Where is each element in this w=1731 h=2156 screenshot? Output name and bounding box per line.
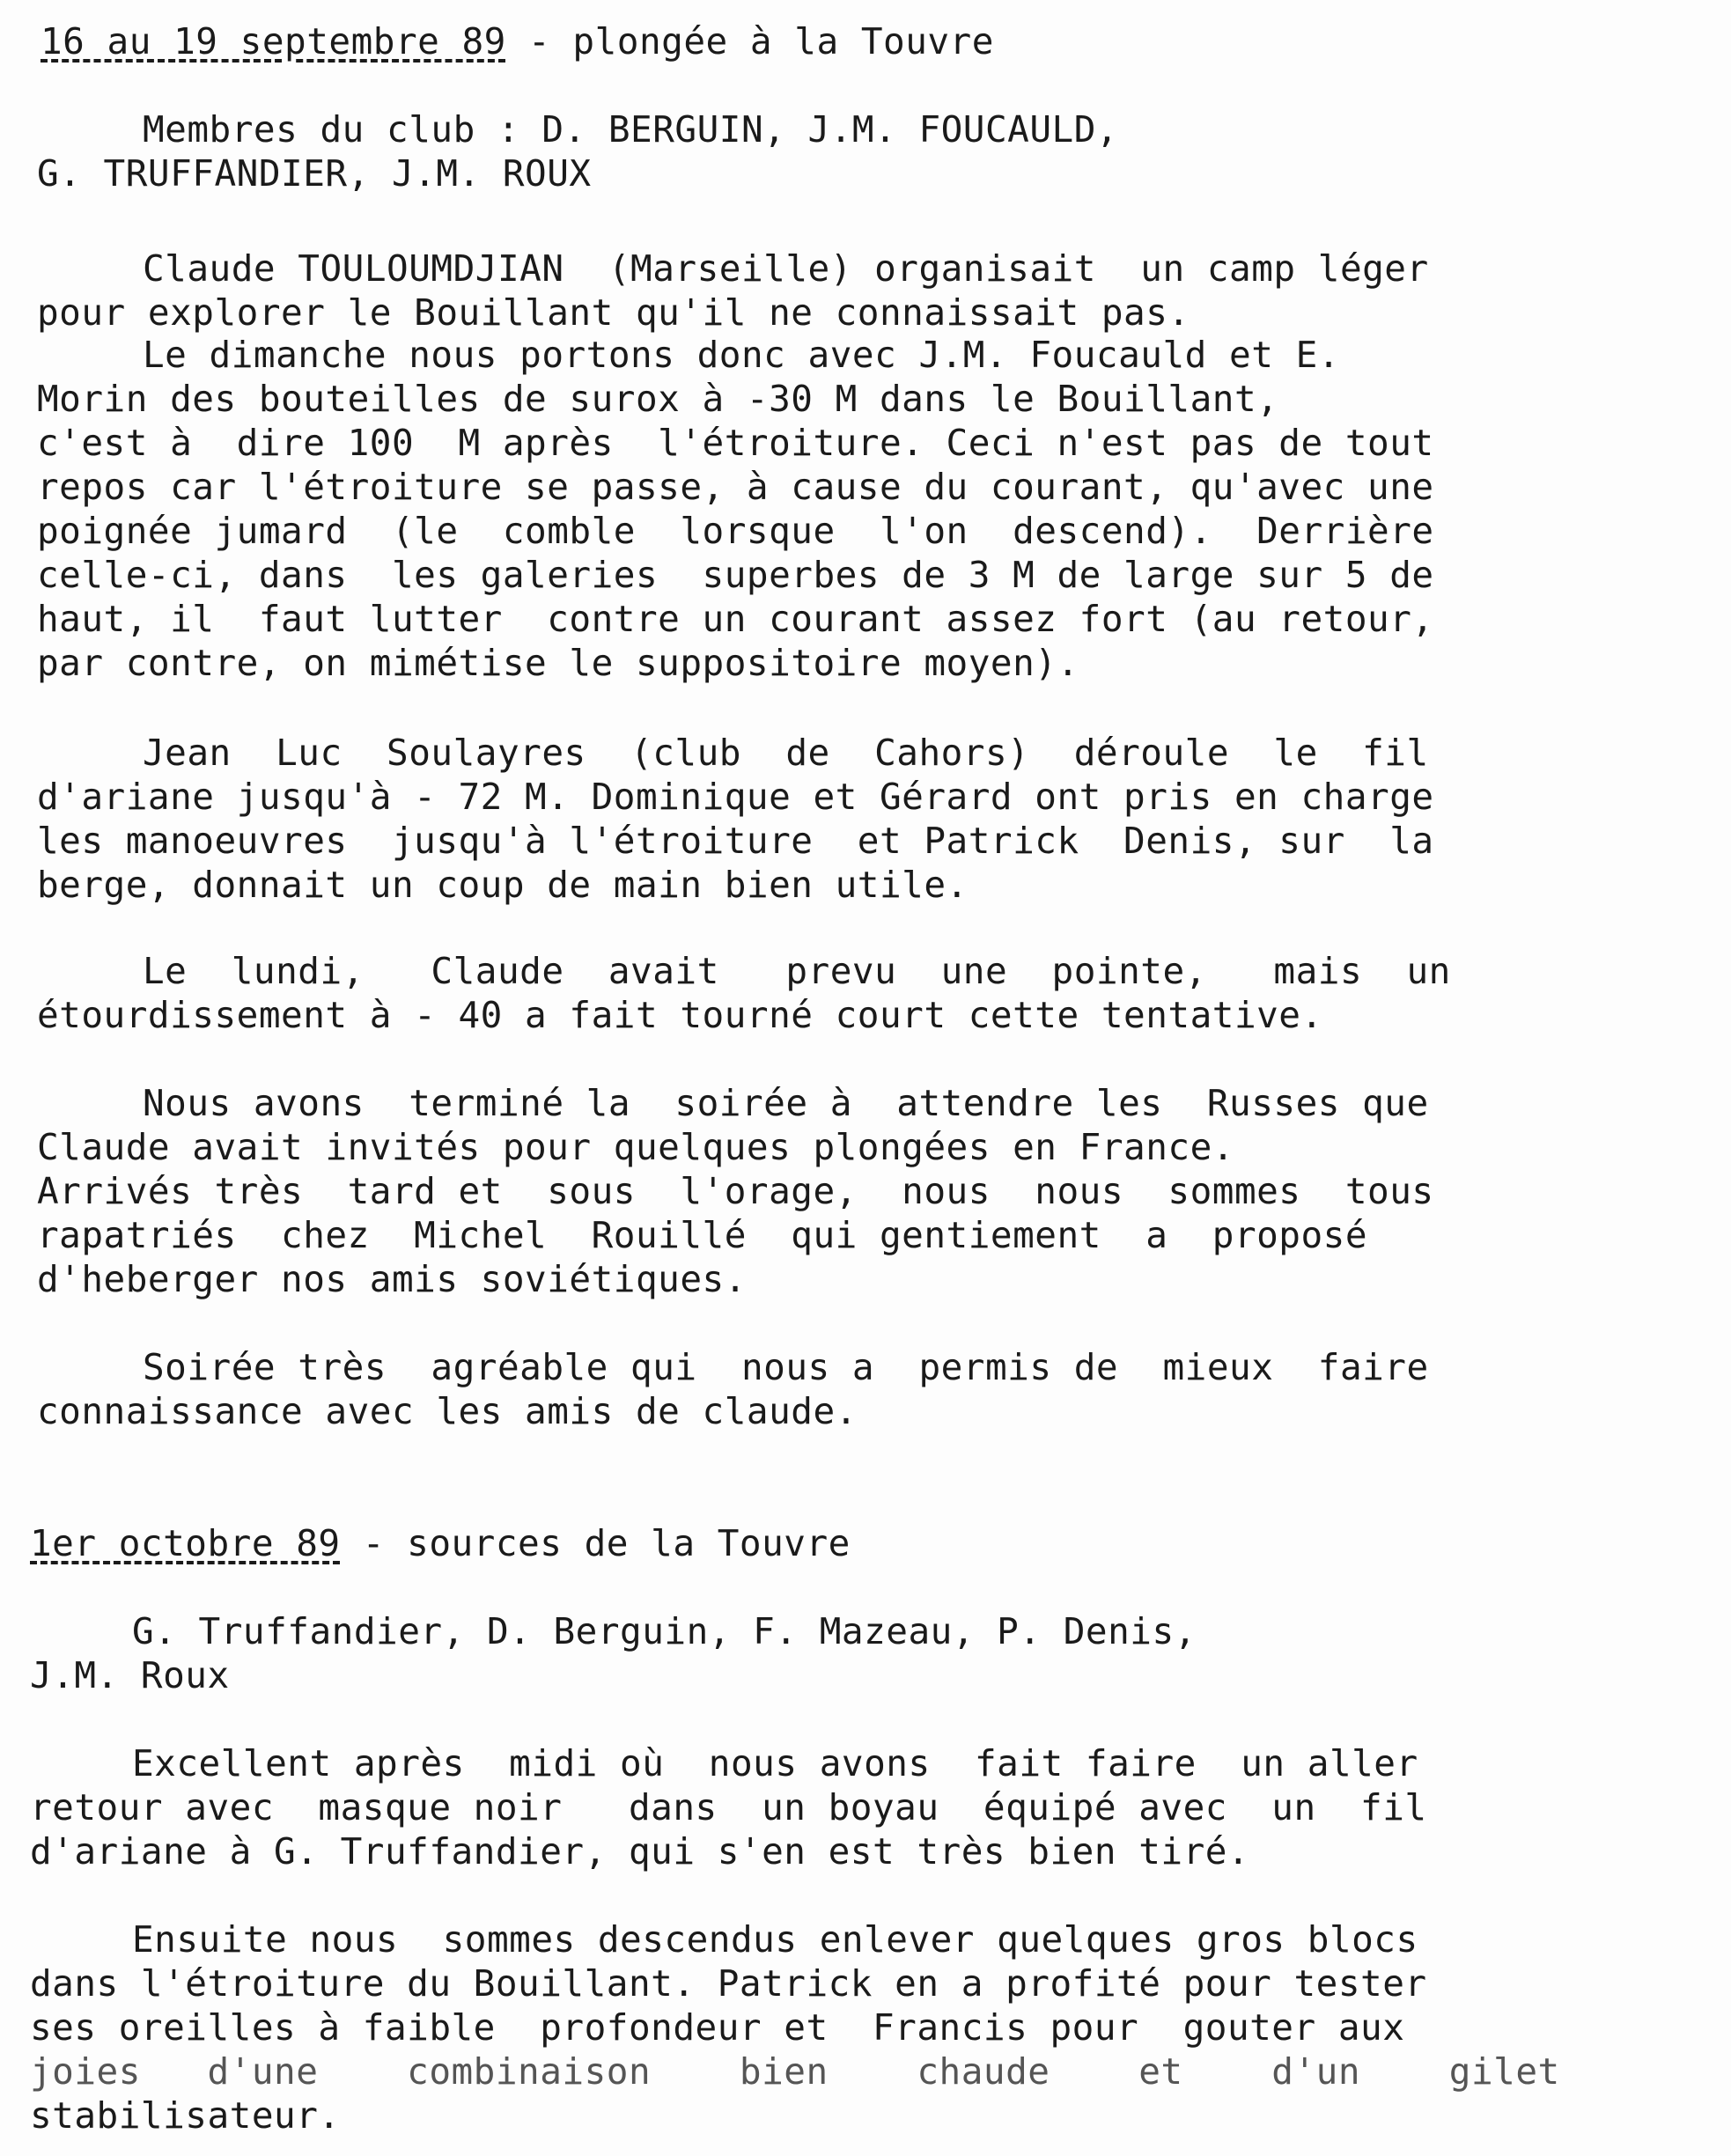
s1-p4-line2: Arrivés très tard et sous l'orage, nous nous sommes tous [37,1170,1434,1212]
s1-p4-line0: Nous avons terminé la soirée à attendre les Russes que [143,1082,1429,1124]
s1-p1-line8: haut, il faut lutter contre un courant assez fort (au retour, [37,598,1434,640]
s1-p2-line0: Jean Luc Soulayres (club de Cahors) déroule le fil [143,732,1429,774]
section1-members-line1: Membres du club : D. BERGUIN, J.M. FOUCAULD, [143,108,1119,151]
section2-heading [30,1521,1731,1565]
s1-p2-line2: les manoeuvres jusqu'à l'étroiture et Patrick Denis, sur la [37,820,1434,862]
s1-p5-line0: Soirée très agréable qui nous a permis de mieux faire [143,1346,1429,1388]
s1-p1-line9: par contre, on mimétise le suppositoire moyen). [37,642,1079,684]
s1-p1-line0: Claude TOULOUMDJIAN (Marseille) organisait un camp léger [143,247,1429,290]
s2-p2-line2: ses oreilles à faible profondeur et Francis pour gouter aux [30,2006,1405,2049]
section1-date: 16 au 19 septembre 89 [41,20,506,63]
s2-p2-line4: stabilisateur. [30,2094,341,2137]
s1-p3-line1: étourdissement à - 40 a fait tourné court cette tentative. [37,994,1323,1036]
s1-p1-line7: celle-ci, dans les galeries superbes de 3 M de large sur 5 de [37,554,1434,596]
section1-members-line2: G. TRUFFANDIER, J.M. ROUX [37,152,592,195]
s1-p1-line3: Morin des bouteilles de surox à -30 M dans le Bouillant, [37,378,1279,420]
s1-p1-line2: Le dimanche nous portons donc avec J.M. Foucauld et E. [143,334,1340,376]
s1-p4-line3: rapatriés chez Michel Rouillé qui gentiement a proposé [37,1214,1368,1256]
s1-p1-line4: c'est à dire 100 M après l'étroiture. Ceci n'est pas de tout [37,422,1434,464]
section1-title: - plongée à la Touvre [505,20,994,63]
s2-p1-line2: d'ariane à G. Truffandier, qui s'en est très bien tiré. [30,1830,1250,1873]
s2-p2-line1: dans l'étroiture du Bouillant. Patrick en a profité pour tester [30,1962,1427,2005]
section2-members-line1: G. Truffandier, D. Berguin, F. Mazeau, P. Denis, [132,1610,1197,1652]
s1-p4-line4: d'heberger nos amis soviétiques. [37,1258,747,1300]
s1-p2-line3: berge, donnait un coup de main bien utile. [37,864,969,906]
s1-p1-line1: pour explorer le Bouillant qu'il ne connaissait pas. [37,291,1190,334]
s2-p1-line1: retour avec masque noir dans un boyau équipé avec un fil [30,1786,1427,1829]
s1-p4-line1: Claude avait invités pour quelques plongées en France. [37,1126,1234,1168]
s2-p2-line0: Ensuite nous sommes descendus enlever quelques gros blocs [132,1918,1418,1961]
section2-members-line2: J.M. Roux [30,1654,230,1696]
section1-heading [41,19,1731,63]
s1-p5-line1: connaissance avec les amis de claude. [37,1390,858,1432]
section2-title: - sources de la Touvre [340,1522,851,1564]
s1-p3-line0: Le lundi, Claude avait prevu une pointe, mais un [143,950,1451,992]
s1-p1-line6: poignée jumard (le comble lorsque l'on descend). Derrière [37,510,1434,552]
s2-p1-line0: Excellent après midi où nous avons fait faire un aller [132,1742,1418,1784]
s2-p2-line3: joies d'une combinaison bien chaude et d'un gilet [30,2050,1560,2093]
section2-date: 1er octobre 89 [30,1522,341,1564]
s1-p1-line5: repos car l'étroiture se passe, à cause du courant, qu'avec une [37,466,1434,508]
s1-p2-line1: d'ariane jusqu'à - 72 M. Dominique et Gérard ont pris en charge [37,776,1434,818]
